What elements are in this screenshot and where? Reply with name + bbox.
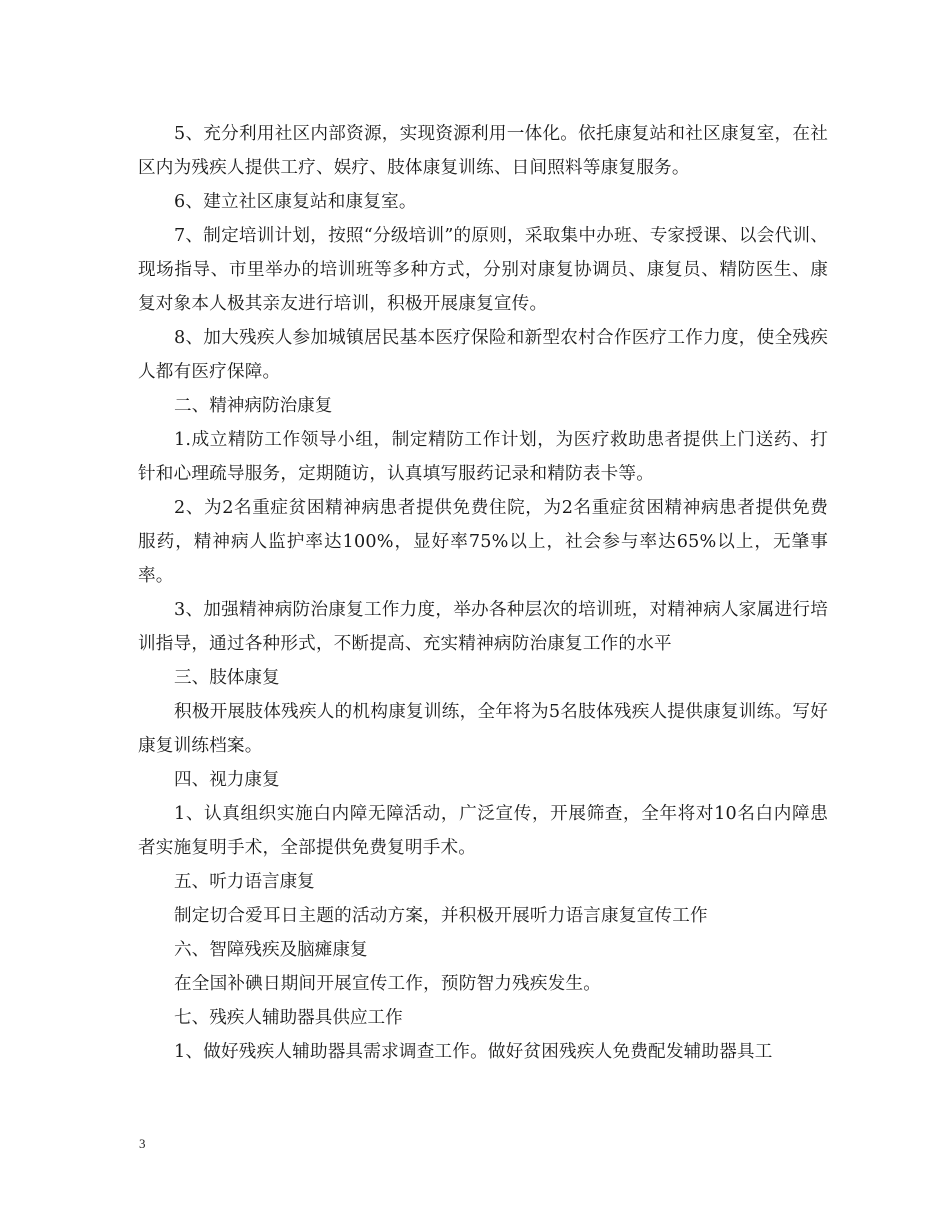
paragraph-item-8: 8、加大残疾人参加城镇居民基本医疗保险和新型农村合作医疗工作力度，使全残疾人都有医疗保障。 [138,328,828,382]
page-number: 3 [139,1136,146,1151]
document-body [138,117,828,1069]
paragraph-vision-1: 1、认真组织实施白内障无障活动，广泛宣传，开展筛查，全年将对10名白内障患者实施复明手术，全部提供免费复明手术。 [138,804,828,858]
paragraph-hearing: 制定切合爱耳日主题的活动方案，并积极开展听力语言康复宣传工作 [174,906,708,926]
paragraph-mental-3: 3、加强精神病防治康复工作力度，举办各种层次的培训班，对精神病人家属进行培训指导，通过各种形式，不断提高、充实精神病防治康复工作的水平 [138,600,828,654]
paragraph-limb: 积极开展肢体残疾人的机构康复训练，全年将为5名肢体残疾人提供康复训练。写好康复训练档案。 [138,702,828,756]
section-heading-assistive: 七、残疾人辅助器具供应工作 [174,1008,403,1028]
section-heading-intellectual: 六、智障残疾及脑瘫康复 [174,940,368,960]
paragraph-item-5: 5、充分利用社区内部资源，实现资源利用一体化。依托康复站和社区康复室，在社区内为残疾人提供工疗、娱疗、肢体康复训练、日间照料等康复服务。 [138,124,828,178]
paragraph-assistive-1: 1、做好残疾人辅助器具需求调查工作。做好贫困残疾人免费配发辅助器具工 [174,1042,773,1062]
section-heading-limb: 三、肢体康复 [174,668,280,688]
paragraph-mental-2: 2、为2名重症贫困精神病患者提供免费住院，为2名重症贫困精神病患者提供免费服药，精神病人监护率达100%，显好率75%以上，社会参与率达65%以上，无肇事率。 [138,498,828,586]
section-heading-vision: 四、视力康复 [174,770,280,790]
paragraph-item-7: 7、制定培训计划，按照“分级培训”的原则，采取集中办班、专家授课、以会代训、现场指导、市里举办的培训班等多种方式，分别对康复协调员、康复员、精防医生、康复对象本人极其亲友进行培训，积极开展康复宣传。 [138,226,828,314]
section-heading-mental-health: 二、精神病防治康复 [174,396,333,416]
section-heading-hearing: 五、听力语言康复 [174,872,315,892]
paragraph-mental-1: 1.成立精防工作领导小组，制定精防工作计划，为医疗救助患者提供上门送药、打针和心理疏导服务，定期随访，认真填写服药记录和精防表卡等。 [138,430,828,484]
paragraph-intellectual: 在全国补碘日期间开展宣传工作，预防智力残疾发生。 [174,974,602,994]
paragraph-item-6: 6、建立社区康复站和康复室。 [174,192,417,212]
